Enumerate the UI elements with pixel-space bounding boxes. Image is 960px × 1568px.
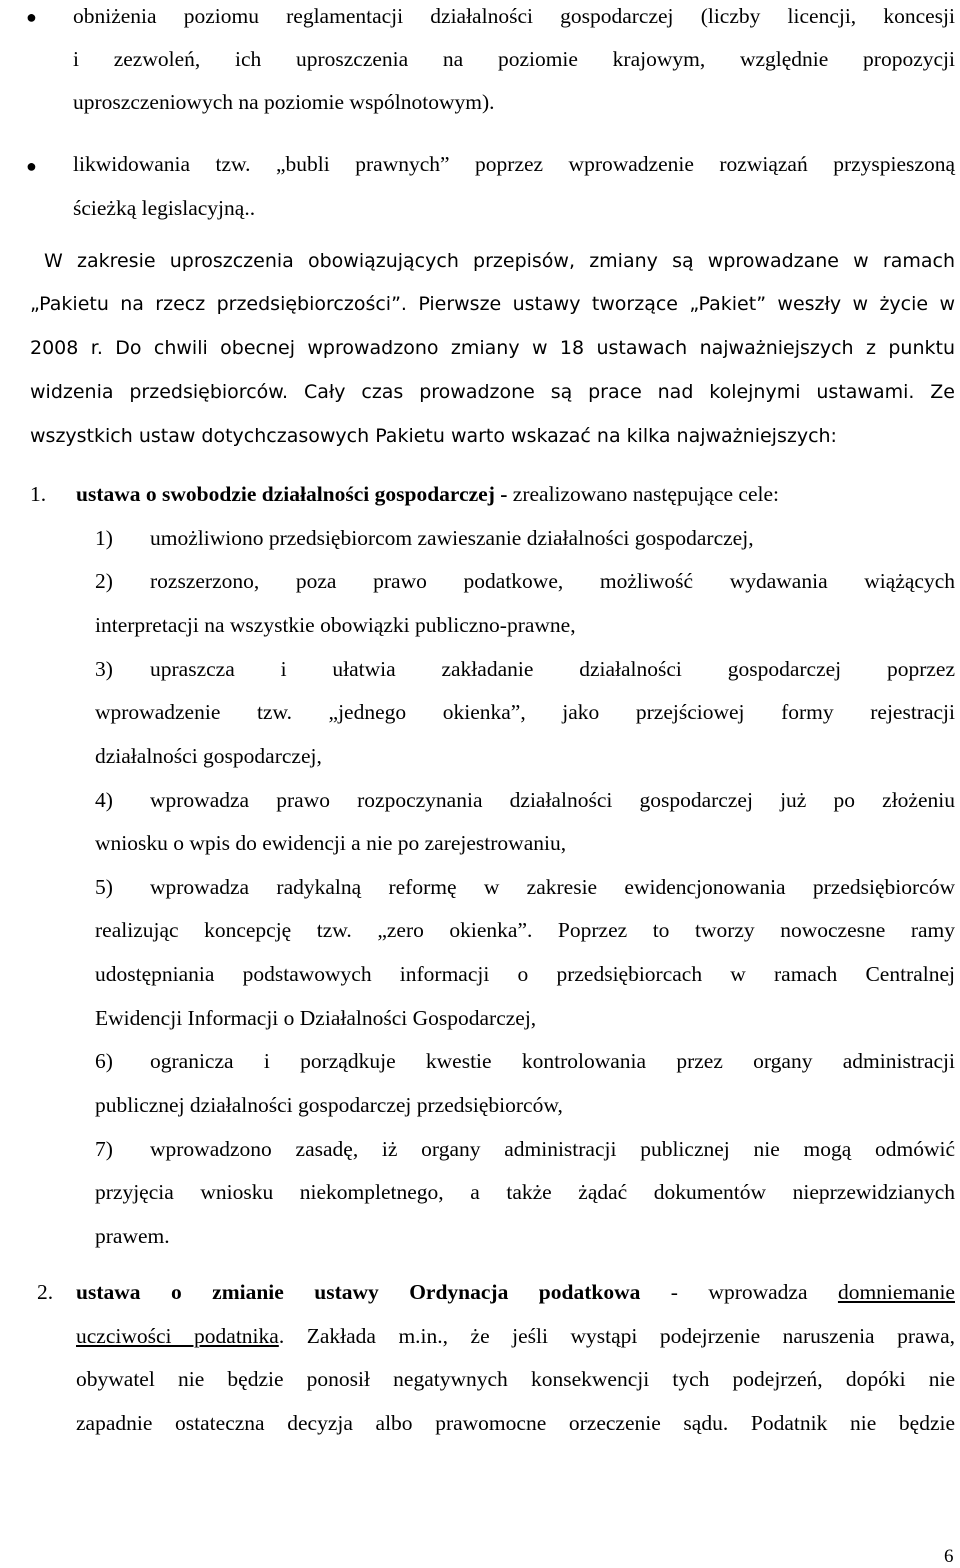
subitem-6-line-1: ogranicza i porządkuje kwestie kontrolowania przez organy administracji bbox=[150, 1049, 955, 1073]
bullet-icon: ● bbox=[26, 156, 37, 176]
taxpayer-honesty-link[interactable]: uczciwości podatnika bbox=[76, 1324, 279, 1348]
intro-line-1: W zakresie uproszczenia obowiązujących przepisów, zmiany są wprowadzane w ramach bbox=[44, 250, 955, 272]
subitem-6-number: 6) bbox=[95, 1049, 113, 1073]
item-1-title: ustawa o swobodzie działalności gospodarczej - bbox=[76, 482, 508, 506]
subitem-6-line-2: publicznej działalności gospodarczej przedsiębiorców, bbox=[95, 1093, 563, 1117]
bullet-2-line-1: likwidowania tzw. „bubli prawnych” poprzez wprowadzenie rozwiązań przyspieszoną bbox=[73, 152, 955, 176]
item-2-title: ustawa o zmianie ustawy Ordynacja podatkowa bbox=[76, 1280, 641, 1304]
item-2-line-1 bbox=[76, 1278, 955, 1306]
subitem-2-line-2: interpretacji na wszystkie obowiązki publiczno-prawne, bbox=[95, 613, 576, 637]
subitem-4-line-2: wniosku o wpis do ewidencji a nie po zarejestrowaniu, bbox=[95, 831, 567, 855]
item-1-heading bbox=[76, 480, 779, 508]
bullet-1-line-3: uproszczeniowych na poziomie wspólnotowym). bbox=[73, 90, 495, 114]
subitem-3-number: 3) bbox=[95, 657, 113, 681]
presumption-link[interactable]: domniemanie bbox=[837, 1280, 955, 1304]
subitem-7-line-2: przyjęcia wniosku niekompletnego, a także żądać dokumentów nieprzewidzianych bbox=[95, 1180, 955, 1204]
subitem-3-line-1: upraszcza i ułatwia zakładanie działalności gospodarczej poprzez bbox=[150, 657, 955, 681]
subitem-5-line-4: Ewidencji Informacji o Działalności Gospodarczej, bbox=[95, 1006, 537, 1030]
subitem-3-line-3: działalności gospodarczej, bbox=[95, 744, 322, 768]
subitem-5-line-1: wprowadza radykalną reformę w zakresie ewidencjonowania przedsiębiorców bbox=[150, 875, 955, 899]
intro-line-5: wszystkich ustaw dotychczasowych Pakietu warto wskazać na kilka najważniejszych: bbox=[30, 425, 837, 447]
item-2-number: 2. bbox=[37, 1280, 54, 1304]
bullet-1-line-2: i zezwoleń, ich uproszczenia na poziomie krajowym, względnie propozycji bbox=[73, 47, 955, 71]
subitem-4-number: 4) bbox=[95, 788, 113, 812]
subitem-4-line-1: wprowadza prawo rozpoczynania działalności gospodarczej już po złożeniu bbox=[150, 788, 955, 812]
bullet-icon: ● bbox=[26, 7, 37, 27]
subitem-1-line-1: umożliwiono przedsiębiorcom zawieszanie działalności gospodarczej, bbox=[150, 526, 754, 550]
item-2-line-3: obywatel nie będzie ponosił negatywnych konsekwencji tych podejrzeń, dopóki nie bbox=[76, 1367, 955, 1391]
item-1-heading-rest: zrealizowano następujące cele: bbox=[507, 482, 779, 506]
subitem-7-line-1: wprowadzono zasadę, iż organy administracji publicznej nie mogą odmówić bbox=[150, 1137, 955, 1161]
item-2-line-4: zapadnie ostateczna decyzja albo prawomocne orzeczenie sądu. Podatnik nie będzie bbox=[76, 1411, 955, 1435]
subitem-2-line-1: rozszerzono, poza prawo podatkowe, możliwość wydawania wiążących bbox=[150, 569, 955, 593]
intro-line-4: widzenia przedsiębiorców. Cały czas prowadzone są prace nad kolejnymi ustawami. Ze bbox=[30, 381, 955, 403]
page-number: 6 bbox=[944, 1546, 954, 1567]
bullet-2-line-2: ścieżką legislacyjną.. bbox=[73, 196, 256, 220]
subitem-5-number: 5) bbox=[95, 875, 113, 899]
bullet-1-line-1: obniżenia poziomu reglamentacji działalności gospodarczej (liczby licencji, koncesji bbox=[73, 4, 955, 28]
subitem-7-number: 7) bbox=[95, 1137, 113, 1161]
intro-line-2: „Pakietu na rzecz przedsiębiorczości”. Pierwsze ustawy tworzące „Pakiet” weszły w życie w bbox=[30, 293, 955, 315]
subitem-5-line-2: realizując koncepcję tzw. „zero okienka”. Poprzez to tworzy nowoczesne ramy bbox=[95, 918, 955, 942]
intro-line-3: 2008 r. Do chwili obecnej wprowadzono zmiany w 18 ustawach najważniejszych z punktu bbox=[30, 337, 955, 359]
subitem-2-number: 2) bbox=[95, 569, 113, 593]
item-1-number: 1. bbox=[30, 482, 47, 506]
subitem-3-line-2: wprowadzenie tzw. „jednego okienka”, jako przejściowej formy rejestracji bbox=[95, 700, 955, 724]
subitem-1-number: 1) bbox=[95, 526, 113, 550]
item-2-line-2-rest: . Zakłada m.in., że jeśli wystąpi podejrzenie naruszenia prawa, bbox=[278, 1324, 955, 1348]
item-2-line-2 bbox=[76, 1322, 955, 1350]
subitem-7-line-3: prawem. bbox=[95, 1224, 170, 1248]
item-2-dash: - wprowadza bbox=[640, 1280, 838, 1304]
subitem-5-line-3: udostępniania podstawowych informacji o przedsiębiorcach w ramach Centralnej bbox=[95, 962, 955, 986]
